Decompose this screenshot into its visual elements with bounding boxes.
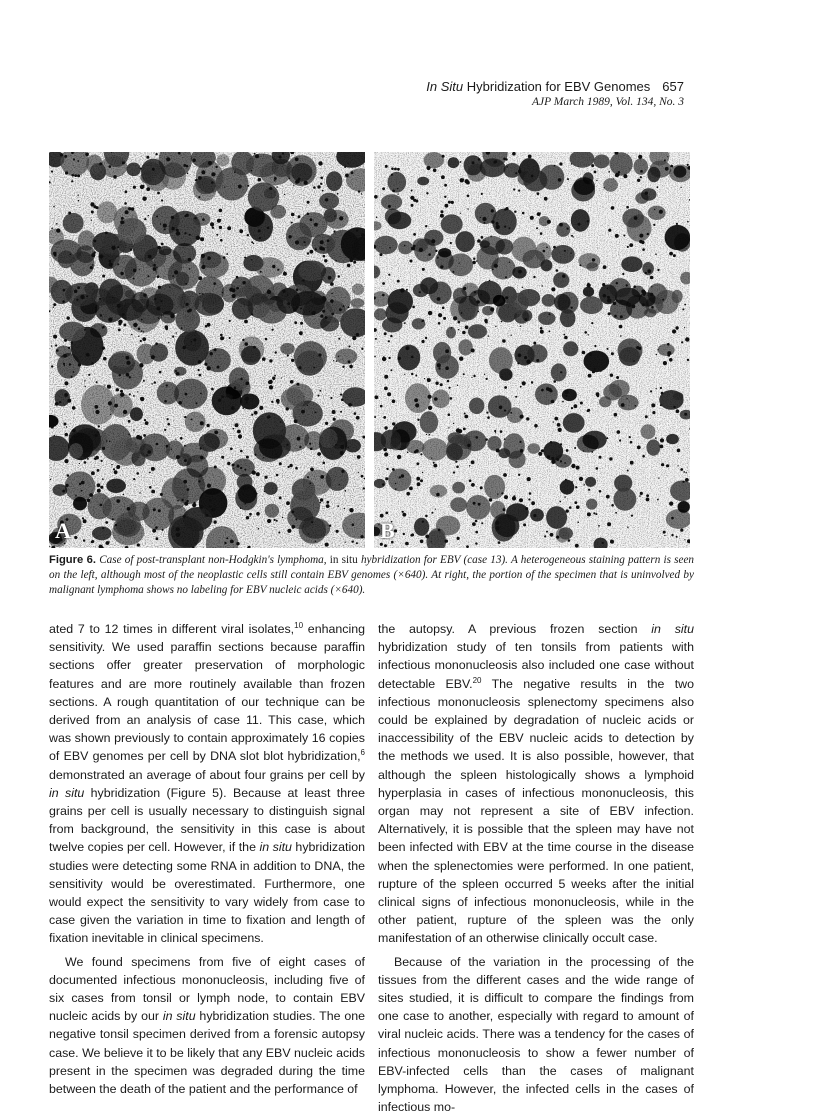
micrograph-a-image bbox=[49, 152, 365, 548]
caption-text-1: Case of post-transplant non-Hodgkin's lymphoma, bbox=[96, 554, 330, 566]
text-column-right bbox=[378, 620, 694, 1116]
reference-superscript: 6 bbox=[360, 748, 365, 758]
micrograph-b-image bbox=[374, 152, 690, 548]
text-run: We found specimens from five of eight cases of documented infectious mononucleosis, including five of six cases from tonsil or lymph node, to contain EBV nucleic acids by our bbox=[49, 954, 365, 1024]
micrograph-panel-b bbox=[374, 152, 690, 548]
text-run: the autopsy. A previous frozen section bbox=[378, 622, 652, 636]
reference-superscript: 10 bbox=[294, 620, 304, 630]
italic-term: in situ bbox=[651, 622, 694, 636]
caption-in-situ: in situ bbox=[329, 554, 358, 566]
panel-label-a: A bbox=[55, 518, 71, 543]
panel-label-b: B bbox=[380, 518, 395, 543]
reference-superscript: 20 bbox=[472, 675, 482, 685]
text-column-left bbox=[49, 620, 365, 1098]
paragraph bbox=[378, 620, 694, 948]
paragraph bbox=[378, 953, 694, 1117]
text-run: hybridization (Figure 5). Because at least three grains per cell is usually necessary to distinguish signal from background, the sensitivity in this case is about twelve copies per cell. However, if the bbox=[49, 785, 365, 855]
figure-caption bbox=[49, 553, 694, 598]
text-run: hybridization studies were detecting some RNA in addition to DNA, the sensitivity would be overestimated. Furthermore, one would expect the sensitivity to vary widely from case to case given the variation in time to fixation and length of fixation inevitable in clinical specimens. bbox=[49, 840, 365, 946]
text-run: ated 7 to 12 times in different viral isolates, bbox=[49, 622, 295, 636]
paragraph bbox=[49, 953, 365, 1099]
italic-term: in situ bbox=[162, 1009, 196, 1024]
paragraph bbox=[49, 620, 365, 948]
text-run: hybridization studies. The one negative tonsil specimen derived from a forensic autopsy case. We believe it to be likely that any EBV nucleic acids present in the specimen was degraded during the time between the death of the patient and the performance of bbox=[49, 1009, 365, 1097]
text-run: demonstrated an average of about four grains per cell by bbox=[49, 767, 365, 782]
figure-label: Figure 6. bbox=[49, 554, 97, 566]
running-header bbox=[426, 78, 684, 110]
micrograph-panel-a bbox=[49, 152, 365, 548]
running-title bbox=[426, 78, 684, 95]
running-title-italic: In Situ bbox=[426, 79, 464, 94]
journal-citation: AJP March 1989, Vol. 134, No. 3 bbox=[531, 96, 684, 108]
text-run: enhancing sensitivity. We used paraffin sections because paraffin sections offer greater preservation of morphologic features and are more routinely available than frozen sections. A rough quantitation of our technique can be derived from an analysis of case 11. This case, which was shown previously to contain approximately 16 copies of EBV genomes per cell by DNA slot blot hybridization, bbox=[49, 622, 365, 764]
text-run: The negative results in the two infectious mononucleosis splenectomy specimens also could be explained by degradation of nucleic acids or inaccessibility of the EBV nucleic acids to detection by the methods we used. It is also possible, however, that although the spleen histologically shows a lymphoid hyperplasia in cases of infectious mononucleosis, this organ may not represent a site of EBV infection. Alternatively, it is possible that the spleen may have not been infected with EBV at the time course in the disease when the splenectomies were performed. In one patient, rupture of the spleen occurred 5 weeks after the initial clinical signs of infectious mononucleosis, while in the other patient, rupture of the spleen was the only manifestation of an otherwise clinically occult case. bbox=[378, 676, 694, 946]
caption-text-2: hybridization for EBV (case 13). A heterogeneous staining pattern is seen on the left, although most of the neoplastic cells still contain EBV genomes (×640). At right, the portion of the specimen that is uninvolved by malignant lymphoma shows no labeling for EBV nucleic acids (×640). bbox=[49, 554, 695, 596]
running-title-text: Hybridization for EBV Genomes bbox=[463, 79, 651, 94]
text-run: hybridization study of ten tonsils from patients with infectious mononucleosis also included one case without detectable EBV. bbox=[378, 640, 694, 691]
text-run: Because of the variation in the processing of the tissues from the different cases and the wide range of sites studied, it is difficult to compare the findings from one case to another, especially with regard to amount of viral nucleic acids. There was a tendency for the cases of infectious mononucleosis to show a fewer number of EBV-infected cells than the cases of malignant lymphoma. However, the infected cells in the cases of infectious mo- bbox=[378, 954, 694, 1115]
figure-6 bbox=[49, 152, 693, 548]
page-number: 657 bbox=[662, 79, 684, 94]
italic-term: in situ bbox=[259, 840, 292, 855]
italic-term: in situ bbox=[49, 785, 85, 800]
